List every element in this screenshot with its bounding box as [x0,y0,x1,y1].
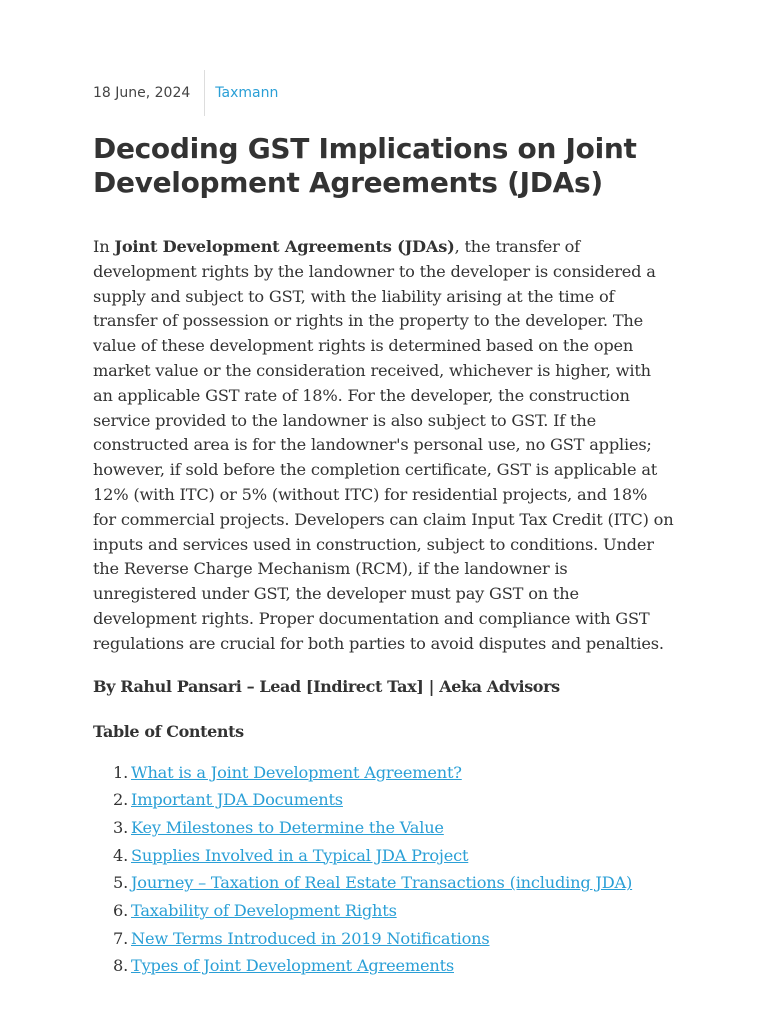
toc-item-number: 3. [113,817,129,837]
toc-item [113,925,675,953]
toc-item [113,814,675,842]
toc-link[interactable]: Important JDA Documents [131,790,343,810]
post-date: 18 June, 2024 [93,85,191,101]
toc-item-number: 2. [113,790,129,810]
intro-body: , the transfer of development rights by the landowner to the developer is considered a supply and subject to GST, with the liability arising at the time of transfer of possession or rights in the property to the developer. The value of these development rights is determined based on the open market value or the consideration received, whichever is higher, with an applicable GST rate of 18%. For the developer, the construction service provided to the landowner is also subject to GST. If the constructed area is for the landowner's personal use, no GST applies; however, if sold before the completion certificate, GST is applicable at 12% (with ITC) or 5% (without ITC) for residential projects, and 18% for commercial projects. Developers can claim Input Tax Credit (ITC) on inputs and services used in construction, subject to conditions. Under the Reverse Charge Mechanism (RCM), if the landowner is unregistered under GST, the developer must pay GST on the development rights. Proper documentation and compliance with GST regulations are crucial for both parties to avoid disputes and penalties. [93,237,674,653]
toc-item-number: 5. [113,873,129,893]
table-of-contents [93,759,675,981]
toc-link[interactable]: Types of Joint Development Agreements [131,956,454,976]
toc-item-number: 6. [113,900,129,920]
toc-link[interactable]: Taxability of Development Rights [131,900,397,920]
toc-item [113,786,675,814]
intro-bold-term: Joint Development Agreements (JDAs) [114,237,455,256]
toc-item [113,952,675,980]
toc-link[interactable]: What is a Joint Development Agreement? [131,762,462,782]
toc-title: Table of Contents [93,721,244,741]
toc-item-number: 1. [113,762,129,782]
toc-item [113,759,675,787]
post-meta [93,70,675,116]
toc-link[interactable]: Journey – Taxation of Real Estate Transactions (including JDA) [131,873,633,893]
article-byline: By Rahul Pansari – Lead [Indirect Tax] | Aeka Advisors [93,676,560,696]
toc-item [113,842,675,870]
toc-item [113,897,675,925]
toc-item-number: 8. [113,956,129,976]
toc-link[interactable]: Supplies Involved in a Typical JDA Project [131,845,469,865]
toc-item [113,869,675,897]
toc-link[interactable]: Key Milestones to Determine the Value [131,817,444,837]
toc-item-number: 4. [113,845,129,865]
author-link[interactable]: Taxmann [215,85,279,101]
article-intro [93,235,675,657]
intro-prefix: In [93,237,115,256]
toc-item-number: 7. [113,928,129,948]
article-title: Decoding GST Implications on Joint Development Agreements (JDAs) [93,132,637,199]
toc-link[interactable]: New Terms Introduced in 2019 Notifications [131,928,490,948]
